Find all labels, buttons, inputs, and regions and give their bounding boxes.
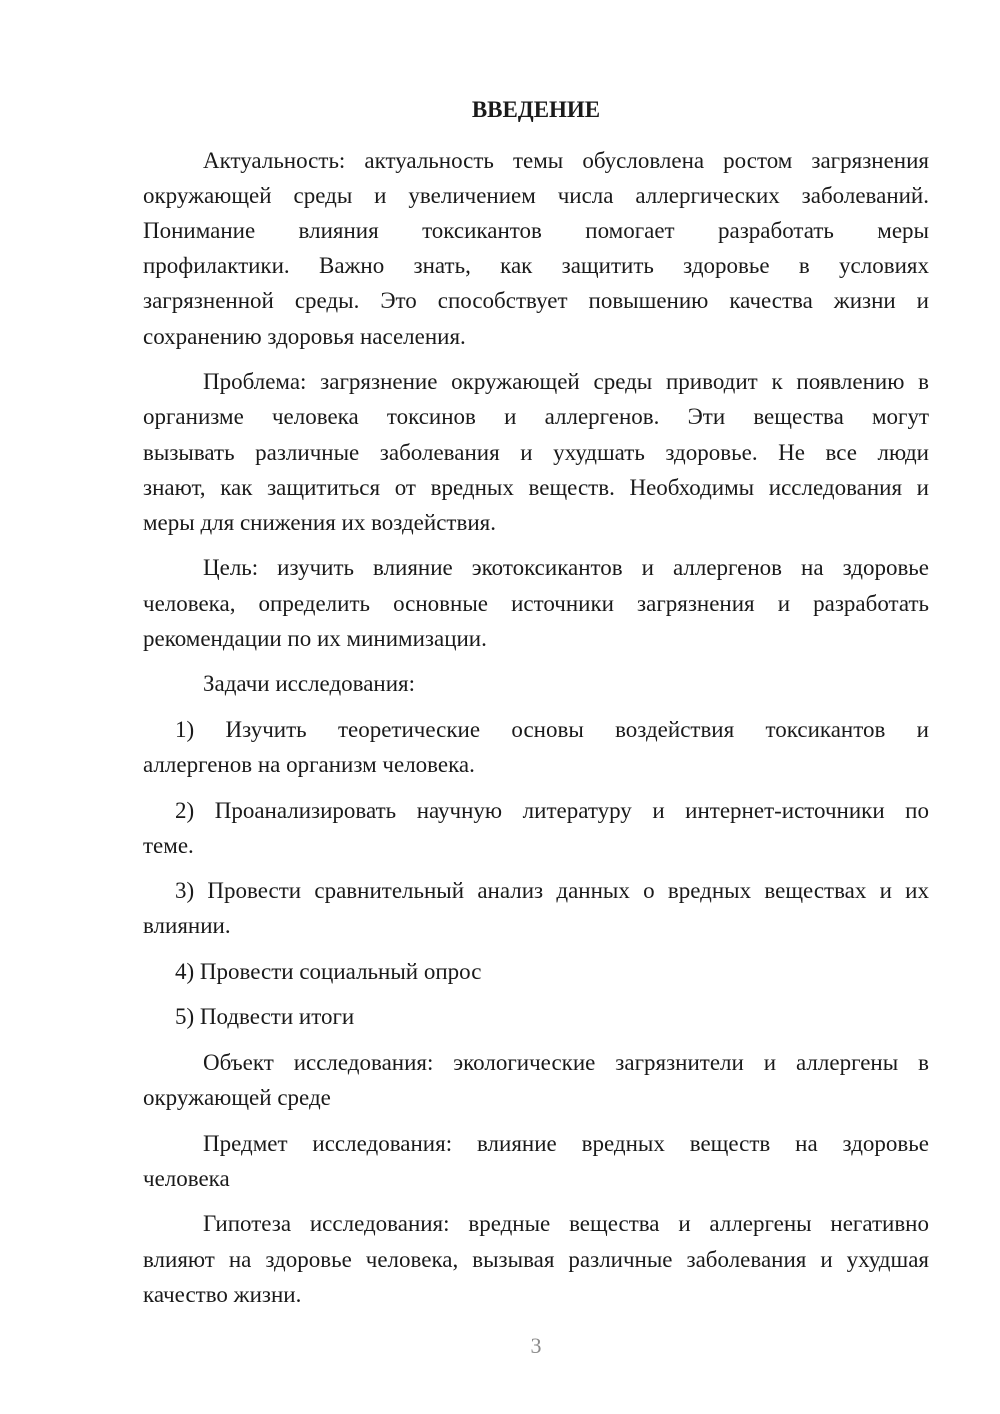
page-number: 3 (530, 1333, 542, 1358)
paragraph-line: 4) Провести социальный опрос (175, 958, 482, 984)
paragraph-line: Понимание влияния токсикантов помогает разработать меры (143, 218, 929, 243)
paragraph-line: вызывать различные заболевания и ухудшать здоровье. Не все люди (143, 439, 929, 465)
paragraph-line: Задачи исследования: (203, 671, 416, 697)
task-item-1 (143, 712, 929, 782)
goal-paragraph (143, 550, 929, 656)
paragraph-line: окружающей среде (143, 1085, 331, 1111)
paragraph-line: окружающей среды и увеличением числа аллергических заболеваний. (143, 182, 929, 208)
paragraph-line: Предмет исследования: влияние вредных веществ на здоровье (203, 1130, 929, 1156)
paragraph-line: 2) Проанализировать научную литературу и интернет-источники по (175, 797, 929, 823)
task-item-3 (143, 873, 929, 943)
paragraph-line: меры для снижения их воздействия. (143, 509, 496, 535)
page-content (143, 92, 929, 1312)
paragraph-line: 5) Подвести итоги (175, 1004, 355, 1030)
paragraph-line: Объект исследования: экологические загрязнители и аллергены в (203, 1049, 929, 1075)
paragraph-line: загрязненной среды. Это способствует повышению качества жизни и (143, 288, 929, 314)
paragraph-line: организме человека токсинов и аллергенов. Эти вещества могут (143, 404, 929, 430)
paragraph-line: влиянии. (143, 913, 231, 939)
paragraph-line: качество жизни. (143, 1281, 302, 1307)
paragraph-line: знают, как защититься от вредных веществ. Необходимы исследования и (143, 474, 929, 500)
section-title: ВВЕДЕНИЕ (471, 97, 601, 122)
paragraph-line: теме. (143, 832, 194, 858)
paragraph-line: Проблема: загрязнение окружающей среды приводит к появлению в (203, 369, 929, 395)
relevance-paragraph (143, 143, 929, 354)
task-item-2 (143, 793, 929, 863)
paragraph-line: рекомендации по их минимизации. (143, 625, 487, 651)
paragraph-line: аллергенов на организм человека. (143, 752, 475, 778)
paragraph-line: 1) Изучить теоретические основы воздействия токсикантов и (175, 716, 929, 742)
paragraph-line: профилактики. Важно знать, как защитить здоровье в условиях (143, 253, 929, 279)
subject-paragraph (143, 1126, 929, 1196)
object-paragraph (143, 1045, 929, 1115)
paragraph-line: влияют на здоровье человека, вызывая различные заболевания и ухудшая (143, 1246, 929, 1272)
paragraph-line: 3) Провести сравнительный анализ данных о вредных веществах и их (175, 878, 929, 904)
task-item-4 (143, 954, 929, 989)
tasks-heading (143, 666, 929, 701)
paragraph-line: Актуальность: актуальность темы обусловлена ростом загрязнения (203, 147, 929, 173)
problem-paragraph (143, 364, 929, 540)
hypothesis-paragraph (143, 1206, 929, 1312)
paragraph-line: сохранению здоровья населения. (143, 323, 466, 349)
paragraph-line: Цель: изучить влияние экотоксикантов и аллергенов на здоровье (203, 555, 929, 581)
paragraph-line: человека (143, 1165, 230, 1191)
paragraph-line: человека, определить основные источники загрязнения и разработать (143, 590, 929, 616)
paragraph-line: Гипотеза исследования: вредные вещества и аллергены негативно (203, 1211, 929, 1237)
task-item-5 (143, 999, 929, 1034)
